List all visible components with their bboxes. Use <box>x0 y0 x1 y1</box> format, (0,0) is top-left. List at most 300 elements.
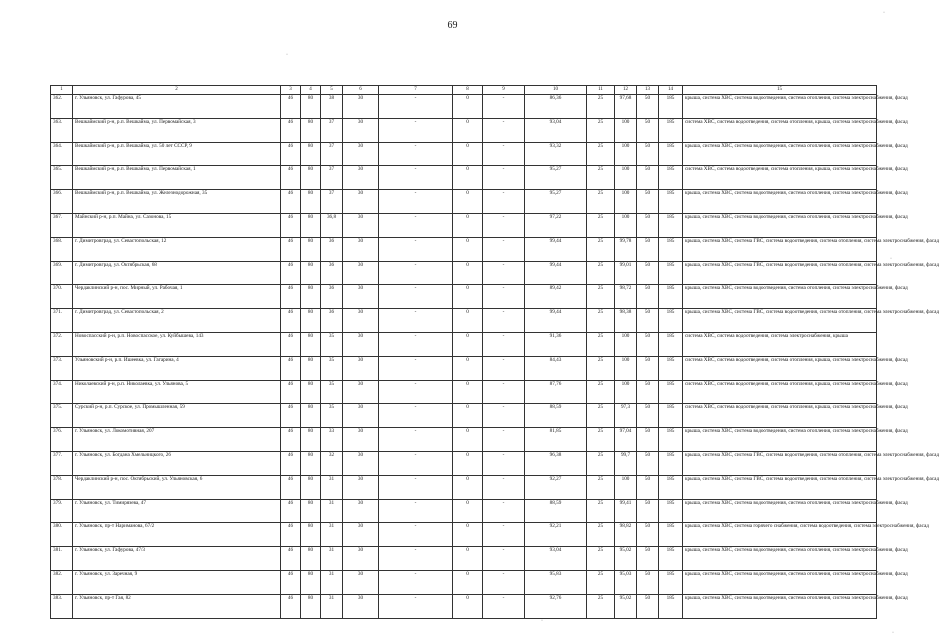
cell-col-11: 25 <box>587 118 615 142</box>
cell-col-13: 50 <box>637 261 659 285</box>
cell-col-12: 99,01 <box>615 261 637 285</box>
cell-col-13: 50 <box>637 118 659 142</box>
cell-col-14: 185 <box>659 213 683 237</box>
cell-col-7: - <box>379 547 453 571</box>
cell-col-9: - <box>483 190 525 214</box>
cell-work-types: крыша, система ХВС, система водоотведения, система отопления, система электроснабжения, фасад <box>683 142 877 166</box>
cell-col-11: 25 <box>587 451 615 475</box>
cell-work-types: система ХВС, система водоотведения, система отопления, крыша, система электроснабжения, фасад <box>683 118 877 142</box>
cell-col-6: 30 <box>343 356 379 380</box>
cell-work-types: крыша, система ХВС, система ГВС, система водоотведения, система отопления, система электроснабжения, фасад <box>683 237 877 261</box>
cell-work-types: система ХВС, система водоотведения, система отопления, крыша, система электроснабжения, фасад <box>683 380 877 404</box>
column-header-10: 10 <box>525 86 587 95</box>
cell-row-number: 374. <box>51 380 73 404</box>
cell-col-3: 46 <box>281 285 301 309</box>
cell-col-12: 100 <box>615 356 637 380</box>
cell-col-13: 50 <box>637 166 659 190</box>
cell-col-4: 80 <box>301 380 321 404</box>
cell-col-3: 46 <box>281 356 301 380</box>
cell-col-5: 31 <box>321 570 343 594</box>
table-row <box>51 475 877 499</box>
cell-col-14: 185 <box>659 594 683 618</box>
cell-col-5: 37 <box>321 166 343 190</box>
cell-col-7: - <box>379 237 453 261</box>
cell-col-5: 36 <box>321 237 343 261</box>
cell-row-number: 367. <box>51 213 73 237</box>
column-header-4: 4 <box>301 86 321 95</box>
cell-work-types: крыша, система ХВС, система водоотведения, система отопления, система электроснабжения, фасад <box>683 547 877 571</box>
cell-col-11: 25 <box>587 142 615 166</box>
cell-col-4: 80 <box>301 166 321 190</box>
cell-address: г. Ульяновск, ул. Тимирязева, 47 <box>73 499 281 523</box>
cell-col-3: 46 <box>281 499 301 523</box>
cell-row-number: 376. <box>51 428 73 452</box>
cell-row-number: 382. <box>51 570 73 594</box>
table-row <box>51 547 877 571</box>
cell-col-13: 50 <box>637 523 659 547</box>
cell-col-7: - <box>379 404 453 428</box>
cell-col-5: 36 <box>321 285 343 309</box>
cell-col-4: 80 <box>301 332 321 356</box>
cell-row-number: 379. <box>51 499 73 523</box>
cell-col-7: - <box>379 356 453 380</box>
cell-col-7: - <box>379 190 453 214</box>
cell-col-14: 185 <box>659 380 683 404</box>
cell-col-11: 25 <box>587 428 615 452</box>
cell-col-9: - <box>483 523 525 547</box>
cell-col-3: 46 <box>281 475 301 499</box>
cell-col-10: 99,44 <box>525 237 587 261</box>
cell-address: Николаевский р-н, р.п. Николаевка, ул. Ульянова, 5 <box>73 380 281 404</box>
cell-col-8: 0 <box>453 285 483 309</box>
table-header <box>51 86 877 95</box>
cell-col-3: 46 <box>281 166 301 190</box>
table-row <box>51 237 877 261</box>
cell-col-14: 185 <box>659 142 683 166</box>
table-row <box>51 404 877 428</box>
cell-col-12: 95,03 <box>615 570 637 594</box>
cell-col-11: 25 <box>587 213 615 237</box>
column-header-2: 2 <box>73 86 281 95</box>
cell-col-4: 80 <box>301 190 321 214</box>
cell-col-11: 25 <box>587 285 615 309</box>
cell-col-14: 185 <box>659 523 683 547</box>
cell-col-6: 30 <box>343 428 379 452</box>
cell-col-5: 35 <box>321 332 343 356</box>
cell-col-13: 50 <box>637 475 659 499</box>
cell-col-14: 185 <box>659 547 683 571</box>
cell-row-number: 362. <box>51 95 73 119</box>
cell-col-8: 0 <box>453 428 483 452</box>
cell-col-9: - <box>483 261 525 285</box>
cell-col-11: 25 <box>587 332 615 356</box>
cell-row-number: 377. <box>51 451 73 475</box>
cell-col-13: 50 <box>637 404 659 428</box>
cell-work-types: крыша, система ХВС, система водоотведения, система отопления, система электроснабжения, фасад <box>683 285 877 309</box>
table-row <box>51 356 877 380</box>
cell-col-5: 32 <box>321 451 343 475</box>
cell-col-6: 30 <box>343 451 379 475</box>
cell-col-8: 0 <box>453 547 483 571</box>
cell-col-14: 185 <box>659 356 683 380</box>
cell-col-9: - <box>483 475 525 499</box>
cell-col-7: - <box>379 594 453 618</box>
cell-col-4: 80 <box>301 309 321 333</box>
table-row <box>51 142 877 166</box>
table-row <box>51 380 877 404</box>
cell-col-13: 50 <box>637 451 659 475</box>
cell-col-5: 31 <box>321 523 343 547</box>
cell-col-10: 81,85 <box>525 428 587 452</box>
cell-col-4: 80 <box>301 213 321 237</box>
cell-address: г. Ульяновск, ул. Локомотивная, 207 <box>73 428 281 452</box>
cell-col-8: 0 <box>453 332 483 356</box>
cell-col-12: 100 <box>615 166 637 190</box>
cell-address: Чердаклинский р-н, пос. Мирный, ул. Рабочая, 1 <box>73 285 281 309</box>
cell-address: г. Ульяновск, ул. Богдана Хмельницкого, 26 <box>73 451 281 475</box>
cell-col-8: 0 <box>453 594 483 618</box>
cell-col-7: - <box>379 380 453 404</box>
cell-address: Вешкаймский р-н, р.п. Вешкайма, ул. 50 лет СССР, 9 <box>73 142 281 166</box>
cell-address: г. Димитровград, ул. Октябрьская, 68 <box>73 261 281 285</box>
cell-row-number: 380. <box>51 523 73 547</box>
cell-col-14: 185 <box>659 237 683 261</box>
cell-col-5: 37 <box>321 190 343 214</box>
table-row <box>51 451 877 475</box>
cell-col-7: - <box>379 428 453 452</box>
cell-col-11: 25 <box>587 261 615 285</box>
cell-col-10: 95,83 <box>525 570 587 594</box>
cell-col-5: 35 <box>321 380 343 404</box>
cell-col-12: 99,78 <box>615 237 637 261</box>
cell-col-4: 80 <box>301 356 321 380</box>
cell-col-13: 50 <box>637 309 659 333</box>
table-row <box>51 166 877 190</box>
cell-col-13: 50 <box>637 285 659 309</box>
cell-col-10: 92,27 <box>525 475 587 499</box>
cell-col-5: 31 <box>321 547 343 571</box>
cell-col-5: 31 <box>321 594 343 618</box>
cell-col-8: 0 <box>453 523 483 547</box>
cell-col-3: 46 <box>281 213 301 237</box>
cell-col-12: 100 <box>615 213 637 237</box>
cell-work-types: крыша, система ХВС, система водоотведения, система отопления, система электроснабжения, фасад <box>683 499 877 523</box>
cell-col-6: 30 <box>343 332 379 356</box>
cell-col-4: 80 <box>301 404 321 428</box>
cell-col-11: 25 <box>587 594 615 618</box>
cell-col-13: 50 <box>637 356 659 380</box>
cell-col-10: 95,27 <box>525 190 587 214</box>
column-header-12: 12 <box>615 86 637 95</box>
cell-col-4: 80 <box>301 570 321 594</box>
cell-col-9: - <box>483 285 525 309</box>
cell-col-3: 46 <box>281 118 301 142</box>
table-row <box>51 213 877 237</box>
cell-col-12: 98,72 <box>615 285 637 309</box>
cell-row-number: 364. <box>51 142 73 166</box>
cell-address: г. Ульяновск, ул. Заречная, 9 <box>73 570 281 594</box>
column-header-5: 5 <box>321 86 343 95</box>
cell-col-8: 0 <box>453 213 483 237</box>
cell-col-11: 25 <box>587 190 615 214</box>
scan-speck: · <box>892 630 894 636</box>
cell-col-5: 37 <box>321 142 343 166</box>
cell-col-9: - <box>483 237 525 261</box>
table-row <box>51 190 877 214</box>
cell-work-types: крыша, система ХВС, система ГВС, система водоотведения, система отопления, система электроснабжения, фасад <box>683 261 877 285</box>
cell-col-5: 33 <box>321 428 343 452</box>
cell-col-13: 50 <box>637 380 659 404</box>
cell-col-14: 185 <box>659 261 683 285</box>
column-header-9: 9 <box>483 86 525 95</box>
cell-work-types: крыша, система ХВС, система водоотведения, система отопления, система электроснабжения, фасад <box>683 190 877 214</box>
cell-col-8: 0 <box>453 499 483 523</box>
cell-col-14: 185 <box>659 570 683 594</box>
cell-col-12: 95,02 <box>615 547 637 571</box>
header-row <box>51 86 877 95</box>
cell-col-9: - <box>483 118 525 142</box>
cell-col-13: 50 <box>637 213 659 237</box>
cell-col-10: 93,32 <box>525 142 587 166</box>
cell-work-types: крыша, система ХВС, система водоотведения, система отопления, система электроснабжения, фасад <box>683 95 877 119</box>
cell-col-9: - <box>483 309 525 333</box>
cell-work-types: крыша, система ХВС, система ГВС, система водоотведения, система отопления, система электроснабжения, фасад <box>683 309 877 333</box>
cell-col-14: 185 <box>659 404 683 428</box>
cell-address: г. Ульяновск, ул. Гафурова, 47/3 <box>73 547 281 571</box>
cell-col-6: 30 <box>343 475 379 499</box>
cell-address: Ульяновский р-н, р.п. Ишеевка, ул. Гагарина, 4 <box>73 356 281 380</box>
cell-col-9: - <box>483 404 525 428</box>
cell-col-14: 185 <box>659 475 683 499</box>
repair-registry-table <box>50 85 939 619</box>
cell-row-number: 381. <box>51 547 73 571</box>
cell-col-11: 25 <box>587 404 615 428</box>
table-row <box>51 428 877 452</box>
cell-col-6: 30 <box>343 261 379 285</box>
cell-col-9: - <box>483 213 525 237</box>
cell-address: г. Димитровград, ул. Севастопольская, 12 <box>73 237 281 261</box>
cell-col-4: 80 <box>301 475 321 499</box>
column-header-13: 13 <box>637 86 659 95</box>
cell-col-6: 30 <box>343 95 379 119</box>
cell-col-13: 50 <box>637 428 659 452</box>
cell-col-13: 50 <box>637 570 659 594</box>
cell-col-6: 30 <box>343 285 379 309</box>
cell-col-5: 35 <box>321 404 343 428</box>
cell-col-8: 0 <box>453 451 483 475</box>
cell-address: Вешкаймский р-н, р.п. Вешкайма, ул. Первомайская, 1 <box>73 166 281 190</box>
cell-col-3: 46 <box>281 404 301 428</box>
cell-col-14: 185 <box>659 190 683 214</box>
cell-col-10: 93,04 <box>525 547 587 571</box>
cell-col-3: 46 <box>281 95 301 119</box>
cell-row-number: 370. <box>51 285 73 309</box>
cell-col-12: 97,3 <box>615 404 637 428</box>
cell-col-9: - <box>483 332 525 356</box>
cell-work-types: крыша, система ХВС, система горячего снабжения, система водоотведения, система электроснабжения, фасад <box>683 523 877 547</box>
cell-col-5: 36 <box>321 261 343 285</box>
cell-col-6: 30 <box>343 570 379 594</box>
cell-work-types: система ХВС, система водоотведения, система электроснабжения, крыша <box>683 332 877 356</box>
cell-col-12: 100 <box>615 142 637 166</box>
cell-col-6: 30 <box>343 380 379 404</box>
cell-col-7: - <box>379 570 453 594</box>
scan-speck: · <box>883 10 885 16</box>
table-row <box>51 285 877 309</box>
cell-col-10: 96,38 <box>525 451 587 475</box>
cell-col-8: 0 <box>453 142 483 166</box>
cell-col-7: - <box>379 118 453 142</box>
cell-col-3: 46 <box>281 142 301 166</box>
cell-col-3: 46 <box>281 428 301 452</box>
cell-col-11: 25 <box>587 547 615 571</box>
cell-col-4: 80 <box>301 118 321 142</box>
cell-row-number: 365. <box>51 166 73 190</box>
cell-col-6: 30 <box>343 404 379 428</box>
cell-col-6: 30 <box>343 499 379 523</box>
cell-col-6: 30 <box>343 547 379 571</box>
table-row <box>51 523 877 547</box>
cell-address: Чердаклинский р-н, пос. Октябрьский, ул. Ульяновская, 6 <box>73 475 281 499</box>
cell-row-number: 366. <box>51 190 73 214</box>
cell-work-types: система ХВС, система водоотведения, система отопления, крыша, система электроснабжения, фасад <box>683 356 877 380</box>
cell-col-14: 185 <box>659 499 683 523</box>
column-header-6: 6 <box>343 86 379 95</box>
cell-col-5: 35 <box>321 356 343 380</box>
cell-col-4: 80 <box>301 451 321 475</box>
cell-col-6: 30 <box>343 142 379 166</box>
cell-col-4: 80 <box>301 285 321 309</box>
cell-col-4: 80 <box>301 428 321 452</box>
cell-col-9: - <box>483 547 525 571</box>
cell-col-11: 25 <box>587 499 615 523</box>
cell-col-14: 185 <box>659 285 683 309</box>
cell-col-8: 0 <box>453 356 483 380</box>
cell-col-8: 0 <box>453 261 483 285</box>
cell-col-9: - <box>483 570 525 594</box>
cell-address: г. Ульяновск, ул. Гафурова, 45 <box>73 95 281 119</box>
cell-work-types: крыша, система ХВС, система водоотведения, система отопления, система электроснабжения, фасад <box>683 213 877 237</box>
cell-col-4: 80 <box>301 261 321 285</box>
table-row <box>51 570 877 594</box>
cell-col-5: 31 <box>321 499 343 523</box>
cell-row-number: 372. <box>51 332 73 356</box>
cell-col-12: 100 <box>615 190 637 214</box>
cell-col-13: 50 <box>637 142 659 166</box>
cell-col-11: 25 <box>587 570 615 594</box>
cell-col-14: 185 <box>659 95 683 119</box>
cell-col-7: - <box>379 332 453 356</box>
cell-col-10: 89,42 <box>525 285 587 309</box>
cell-col-11: 25 <box>587 309 615 333</box>
cell-col-6: 30 <box>343 309 379 333</box>
column-header-7: 7 <box>379 86 453 95</box>
cell-col-9: - <box>483 95 525 119</box>
cell-col-10: 93,04 <box>525 118 587 142</box>
cell-col-3: 46 <box>281 309 301 333</box>
cell-col-7: - <box>379 142 453 166</box>
cell-work-types: система ХВС, система водоотведения, система отопления, крыша, система электроснабжения, фасад <box>683 166 877 190</box>
cell-col-12: 97,68 <box>615 95 637 119</box>
table-body <box>51 95 939 619</box>
cell-col-9: - <box>483 594 525 618</box>
cell-col-13: 50 <box>637 95 659 119</box>
cell-col-7: - <box>379 499 453 523</box>
cell-col-12: 99,41 <box>615 499 637 523</box>
cell-col-7: - <box>379 475 453 499</box>
cell-col-7: - <box>379 261 453 285</box>
cell-col-12: 99,7 <box>615 451 637 475</box>
cell-address: г. Ульяновск, пр-т Гая, 82 <box>73 594 281 618</box>
cell-col-14: 185 <box>659 451 683 475</box>
cell-col-8: 0 <box>453 190 483 214</box>
scan-speck: · <box>286 52 288 58</box>
cell-col-3: 46 <box>281 261 301 285</box>
cell-col-3: 46 <box>281 190 301 214</box>
cell-col-4: 80 <box>301 142 321 166</box>
table-row <box>51 261 877 285</box>
scan-speck: · <box>541 618 543 624</box>
cell-col-12: 97,04 <box>615 428 637 452</box>
cell-col-12: 95,02 <box>615 594 637 618</box>
cell-col-13: 50 <box>637 190 659 214</box>
cell-col-8: 0 <box>453 95 483 119</box>
table-row <box>51 118 877 142</box>
cell-col-10: 95,27 <box>525 166 587 190</box>
cell-col-4: 80 <box>301 547 321 571</box>
cell-col-8: 0 <box>453 309 483 333</box>
cell-row-number: 375. <box>51 404 73 428</box>
cell-col-10: 99,44 <box>525 261 587 285</box>
cell-col-6: 30 <box>343 118 379 142</box>
cell-col-10: 88,59 <box>525 499 587 523</box>
cell-row-number: 383. <box>51 594 73 618</box>
cell-col-7: - <box>379 95 453 119</box>
cell-col-12: 100 <box>615 118 637 142</box>
cell-col-11: 25 <box>587 523 615 547</box>
cell-address: г. Ульяновск, пр-т Нариманова, 67/2 <box>73 523 281 547</box>
cell-col-8: 0 <box>453 118 483 142</box>
cell-col-10: 86,36 <box>525 95 587 119</box>
cell-row-number: 368. <box>51 237 73 261</box>
cell-col-7: - <box>379 166 453 190</box>
cell-row-number: 373. <box>51 356 73 380</box>
cell-address: Вешкаймский р-н, р.п. Вешкайма, ул. Железнодорожная, 35 <box>73 190 281 214</box>
column-header-1: 1 <box>51 86 73 95</box>
cell-col-3: 46 <box>281 594 301 618</box>
cell-col-3: 46 <box>281 237 301 261</box>
cell-col-8: 0 <box>453 570 483 594</box>
cell-col-13: 50 <box>637 594 659 618</box>
table-row <box>51 594 877 618</box>
cell-address: Новоспасский р-н, р.п. Новоспасское, ул. Куйбышева, 143 <box>73 332 281 356</box>
column-header-8: 8 <box>453 86 483 95</box>
cell-work-types: система ХВС, система водоотведения, система отопления, крыша, система электроснабжения, фасад <box>683 404 877 428</box>
cell-col-12: 98,82 <box>615 523 637 547</box>
cell-col-10: 87,76 <box>525 380 587 404</box>
table-row <box>51 499 877 523</box>
cell-col-6: 30 <box>343 523 379 547</box>
cell-work-types: крыша, система ХВС, система водоотведения, система отопления, система электроснабжения, фасад <box>683 570 877 594</box>
cell-col-14: 185 <box>659 428 683 452</box>
cell-col-4: 80 <box>301 523 321 547</box>
cell-col-10: 99,44 <box>525 309 587 333</box>
cell-col-6: 30 <box>343 594 379 618</box>
cell-col-11: 25 <box>587 475 615 499</box>
cell-col-13: 50 <box>637 547 659 571</box>
cell-col-12: 100 <box>615 332 637 356</box>
column-header-3: 3 <box>281 86 301 95</box>
